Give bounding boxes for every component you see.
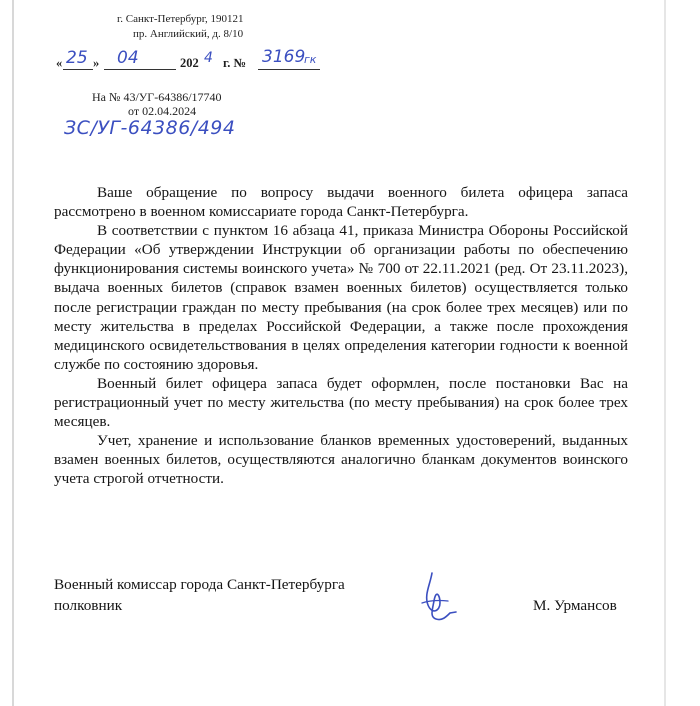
date-day-underline <box>63 69 93 70</box>
body-paragraph-4: Учет, хранение и использование бланков временных удостоверений, выданных взамен военных билетов, осуществляются аналогично бланкам документов воинского учета строгой отчетности. <box>54 432 628 488</box>
address-city: г. Санкт-Петербург, 190121 <box>117 13 244 25</box>
page-edge-left <box>12 0 14 706</box>
date-quote-open: « <box>56 56 63 70</box>
signatory-rank: полковник <box>54 597 123 614</box>
outgoing-number-suffix: гк <box>304 53 317 66</box>
reply-to-date: от 02.04.2024 <box>128 104 197 118</box>
number-underline <box>258 69 320 70</box>
outgoing-number: 3169 <box>262 47 306 67</box>
letter-body <box>54 183 628 489</box>
date-day: 25 <box>66 48 88 68</box>
page-edge-right <box>664 0 666 706</box>
date-year-prefix: 202 <box>180 56 199 70</box>
reply-to-number: На № 43/УГ-64386/17740 <box>92 90 222 104</box>
date-quote-close: » <box>93 56 100 70</box>
body-paragraph-3: Военный билет офицера запаса будет оформлен, после постановки Вас на регистрационный учет по месту жительства (по месту пребывания) на срок более трех месяцев. <box>54 374 628 431</box>
date-month: 04 <box>117 48 139 68</box>
body-paragraph-2: В соответствии с пунктом 16 абзаца 41, приказа Министра Обороны Российской Федерации «Об утверждении Инструкции об организации работы по обеспечению функционирования системы воинского учета» № 700 от 22.11.2021 (ред. От 23.11.2023), выдача военных билетов (справок взамен военных билетов) осуществляется только после регистрации граждан по месту пребывания (на срок более трех месяцев) или по месту жительства в пределах Российской Федерации, а также после прохождения медицинского освидетельствования в целях определения категории годности к военной службе по состоянию здоровья. <box>54 222 628 373</box>
date-month-underline <box>104 69 176 70</box>
signatory-position: Военный комиссар города Санкт-Петербурга <box>54 576 345 593</box>
handwritten-signature-icon <box>410 565 470 625</box>
signatory-name: М. Урмансов <box>533 597 617 614</box>
address-street: пр. Английский, д. 8/10 <box>133 28 244 40</box>
handwritten-reference: ЗС/УГ-64386/494 <box>64 117 236 139</box>
date-year-suffix: 4 <box>204 50 213 66</box>
number-label: г. № <box>223 56 247 70</box>
body-paragraph-1: Ваше обращение по вопросу выдачи военного билета офицера запаса рассмотрено в военном комиссариате города Санкт-Петербурга. <box>54 184 628 221</box>
